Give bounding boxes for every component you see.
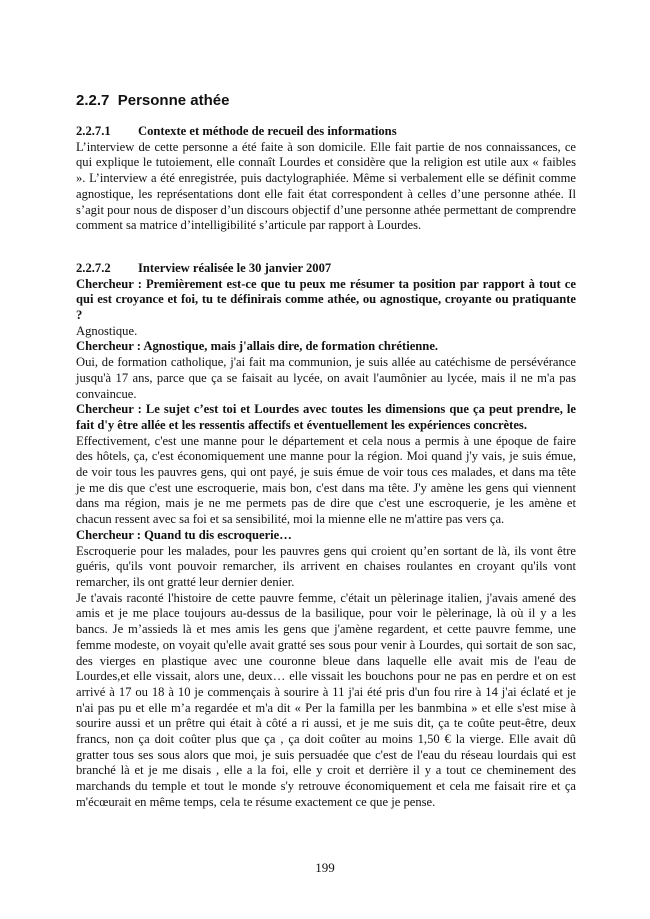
subsection-heading-context (76, 124, 576, 140)
interview-question: Chercheur : Premièrement est-ce que tu peux me résumer ta position par rapport à tout ce qui est croyance et foi, tu te définirais comme athée, ou agnostique, croyante ou pratiquante ? (76, 276, 576, 323)
interview-answer: Escroquerie pour les malades, pour les pauvres gens qui croient qu’en sortant de là, ils vont être guéris, qu'ils vont pouvoir remarcher, ils arrivent en chaises roulantes en croyant qu'ils vont remarcher, ils ont gratté leur dernier denier. (76, 543, 576, 589)
subsection-title: Contexte et méthode de recueil des informations (138, 124, 397, 138)
interview-answer: Oui, de formation catholique, j'ai fait ma communion, je suis allée au catéchisme de persévérance jusqu'à 17 ans, parce que ça se faisait au lycée, on avait l'aumônier au lycée, mais il ne m'a pas convaincue. (76, 355, 576, 401)
subsection-title: Interview réalisée le 30 janvier 2007 (138, 260, 332, 275)
section-title: Personne athée (117, 92, 230, 109)
section-heading (76, 92, 576, 110)
interview-question: Chercheur : Agnostique, mais j'allais dire, de formation chrétienne. (76, 339, 439, 354)
page-content (76, 92, 576, 811)
section-number: 2.2.7 (76, 92, 110, 109)
subsection-heading-interview (76, 261, 576, 277)
interview-question: Chercheur : Quand tu dis escroquerie… (76, 527, 292, 542)
page-number: 199 (315, 860, 335, 875)
section-spacer (76, 234, 576, 261)
interview-question: Chercheur : Le sujet c’est toi et Lourdes avec toutes les dimensions que ça peut prendre, le fait d'y être allée et les ressentis affectifs et éventuellement les expériences concrètes. (76, 402, 576, 432)
context-paragraph: L’interview de cette personne a été faite à son domicile. Elle fait partie de nos connaissances, ce qui explique le tutoiement, elle connaît Lourdes et considère que la religion est utile aux « faibles ». L’interview a été enregistrée, puis dactylographiée. Même si verbalement elle se définit comme agnostique, les représentations dont elle fait état correspondent à celles d’une personne athée. Il s’agit pour nous de disposer d’un discours objectif d’une personne athée permettant de comprendre comment sa matrice d’intelligibilité s’articule par rapport à Lourdes. (76, 139, 576, 233)
interview-answer: Effectivement, c'est une manne pour le département et cela nous a permis à une époque de faire des hôtels, ça, c'est économiquement une manne pour la région. Moi quand j'y vais, je suis émue, de voir tous les pauvres gens, qui ont payé, je suis émue de voir tous ces malades, et dans ma tête je me dis que c'est une escroquerie, mais bon, c'est dans ma tête. J'y amène les gens qui viennent dans ma région, mais je ne me permets pas de dire que c'est une escroquerie, je les amène et chacun ressent avec sa foi et sa sensibilité, moi la mienne elle ne m'attire pas vers ça. (76, 433, 576, 527)
subsection-number: 2.2.7.1 (76, 124, 111, 138)
interview-answer: Agnostique. (76, 323, 138, 338)
subsection-number: 2.2.7.2 (76, 260, 111, 275)
interview-answer: Je t'avais raconté l'histoire de cette pauvre femme, c'était un pèlerinage italien, j'avais amené des amis et je me place toujours au-dessus de la basilique, pour voir le pèlerinage, là où il y a les bancs. Je m’assieds là et mes amis les gens que j'amène regardent, et cette pauvre femme, une femme modeste, on voyait qu'elle avait gratté ses sous pour venir à Lourdes, qui sortait de son sac, des vierges en plastique avec une couronne bleue dans laquelle elle avait mis de l'eau de Lourdes,et elle vissait, alors une, deux… elle vissait les bouchons pour ne pas en perdre et on est arrivé à 17 ou 18 à 10 je commençais à sourire à 11 j'ai été pris d'un fou rire à 14 j'ai éclaté et je n'ai pas pu et elle m’a regardée et m'a dit « Per la familla per les banmbina » et elle s'est mise à sourire aussi et un prêtre qui était à côté a ri aussi, et je me suis dit, ça te coûte peut-être, deux francs, non ça doit coûter plus que ça , ça doit coûter au moins 1,50 € la vierge. Elle avait dû gratter tous ses sous alors que moi, je suis persuadée que c'est de l'eau du réseau lourdais qui est branché là et je me disais , elle a la foi, elle y croit et derrière il y a tout ce cheminement des marchands du temple et tout le monde s'y retrouve économiquement et cela me faisait rire et ça m'écœurait en même temps, cela te résume exactement ce que je pense. (76, 590, 576, 809)
